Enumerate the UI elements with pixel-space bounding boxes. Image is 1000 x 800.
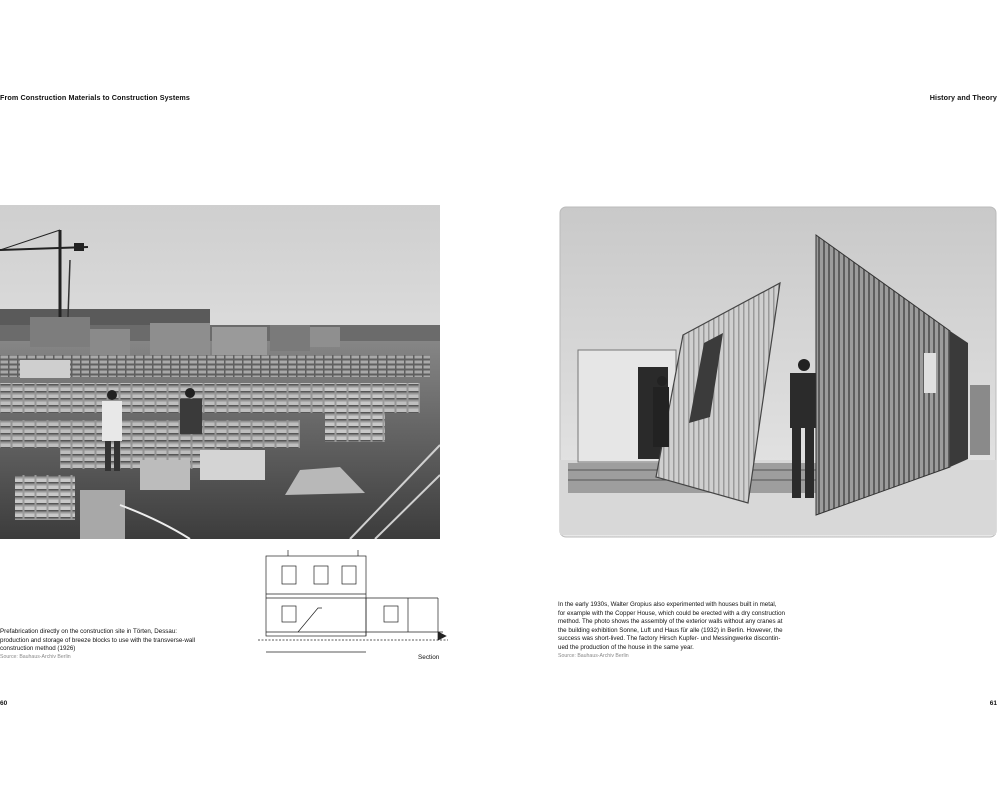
caption-source: Source: Bauhaus-Archiv Berlin bbox=[558, 652, 629, 659]
caption-line: production and storage of breeze blocks to use with the transverse-wall bbox=[0, 636, 196, 644]
construction-site-photo bbox=[0, 205, 440, 539]
page-number-left: 60 bbox=[0, 700, 8, 707]
caption-line: In the early 1930s, Walter Gropius also experimented with houses built in metal, bbox=[558, 601, 777, 608]
caption-line: the building exhibition Sonne, Luft und Haus für alle (1932) in Berlin. However, the bbox=[558, 626, 783, 634]
running-header-right: History and Theory bbox=[929, 93, 997, 102]
copper-house-photo bbox=[558, 205, 998, 539]
caption-line: ued the production of the house in the same year. bbox=[558, 643, 694, 651]
running-header-left: From Construction Materials to Construction Systems bbox=[0, 93, 191, 102]
caption-source: Source: Bauhaus-Archiv Berlin bbox=[0, 653, 71, 660]
section-label: Section bbox=[418, 654, 440, 661]
page-number-right: 61 bbox=[989, 700, 997, 707]
caption-line: method. The photo shows the assembly of the exterior walls without any cranes at bbox=[558, 618, 783, 626]
caption-line: success was short-lived. The factory Hirsch Kupfer- und Messingwerke discontin- bbox=[558, 635, 781, 643]
caption-line: Prefabrication directly on the construction site in Törten, Dessau: bbox=[0, 628, 178, 635]
caption-line: construction method (1926) bbox=[0, 645, 76, 653]
caption-line: for example with the Copper House, which could be erected with a dry construction bbox=[558, 609, 785, 617]
section-drawing bbox=[258, 548, 448, 660]
caption-left bbox=[0, 628, 240, 661]
caption-right bbox=[558, 601, 808, 660]
